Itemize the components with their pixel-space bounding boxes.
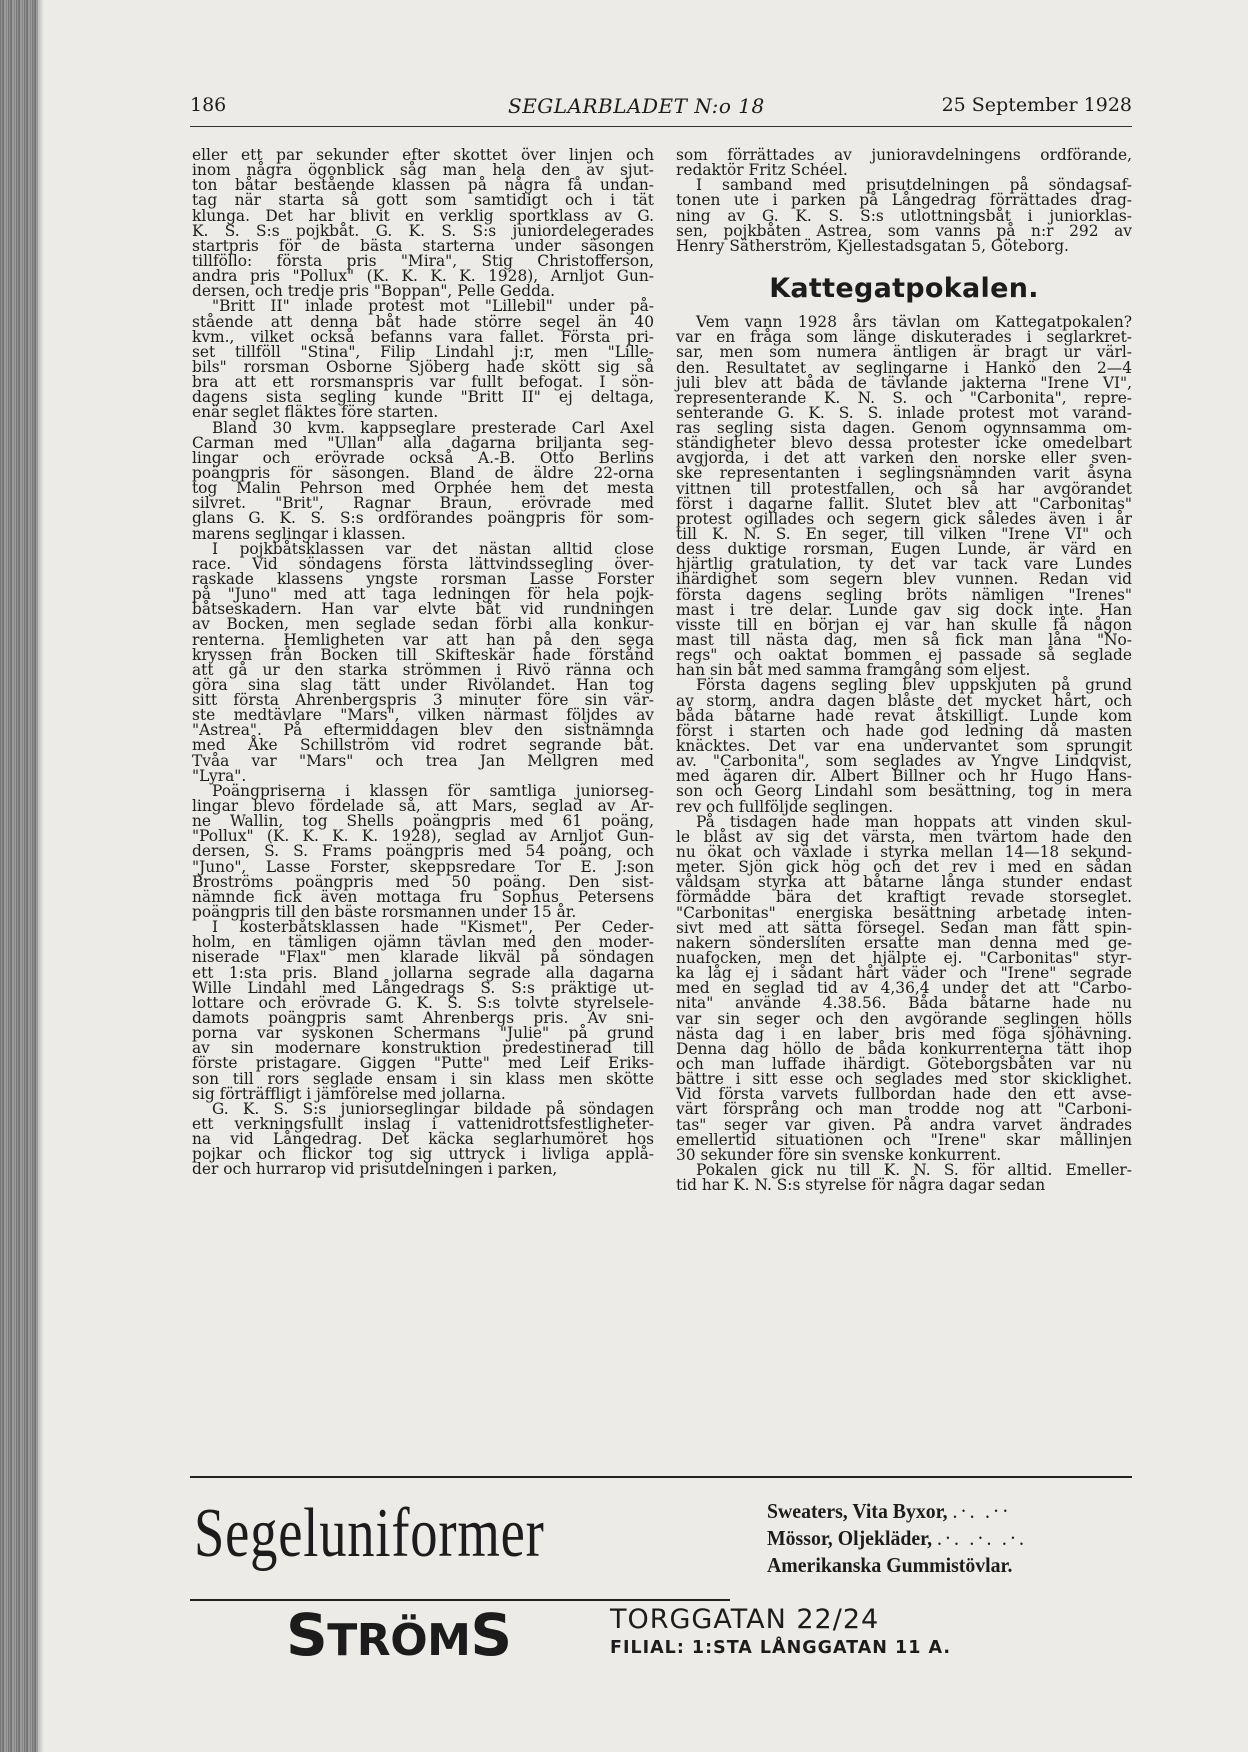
text-line: poängpris för säsongen. Bland de äldre 22-orna — [192, 463, 654, 482]
text-line: av sin modernare konstruktion predestinerad till — [192, 1039, 654, 1058]
text-line: K. S. S:s pojkbåt. G. K. S. S:s juniordelegerades — [192, 221, 654, 240]
text-line: kryssen från Bocken till Skifteskär hade förstånd — [192, 645, 654, 664]
paragraph — [192, 539, 654, 785]
text-line: representerande K. N. S. och "Carbonita", repre- — [676, 388, 1132, 407]
text-line: porna var syskonen Schermans "Julie" på grund — [192, 1024, 654, 1043]
text-line: nakern sönderslíten ersatte man denna med ge- — [676, 933, 1132, 952]
ad-product-list — [767, 1498, 1027, 1579]
text-line: emellertid situationen och "Irene" skar mållinjen — [676, 1130, 1132, 1149]
text-line: sen, pojkbåten Astrea, som vanns på n:r 292 av — [676, 221, 1132, 240]
text-line: våldsam styrka att båtarne långa stunder endast — [676, 873, 1132, 892]
paragraph — [676, 148, 1132, 178]
text-line: den. Resultatet av seglingarne i Hankö den 2—4 — [676, 358, 1132, 377]
text-line: lingar blevo fördelade så, att Mars, seglad av Ar- — [192, 797, 654, 816]
paragraph — [192, 1099, 654, 1179]
text-line: 30 sekunder före sin svenske konkurrent. — [676, 1145, 1002, 1164]
text-line: na vid Långedrag. Det käcka seglarhumöret hos — [192, 1130, 654, 1149]
ornament-dots: .·. .·· — [952, 1499, 1012, 1523]
text-line: inom några ögonblick såg man hela den av sjut- — [192, 161, 654, 180]
text-line: Bland 30 kvm. kappseglare presterade Carl Axel — [212, 418, 654, 437]
text-line: ett 1:sta pris. Bland jollarna segrade alla dagarna — [192, 963, 654, 982]
text-line: göra sina slag tätt under Rivölandet. Han tog — [192, 675, 654, 694]
text-line: av. "Carbonita", som seglades av Yngve Lindqvist, — [676, 752, 1132, 771]
text-line: tog Malin Pehrson med Orphée hem det mesta — [192, 479, 654, 498]
text-line: "Pollux" (K. K. K. K. 1928), seglad av Arnljot Gun- — [192, 827, 654, 846]
text-line: med Åke Schillström vid rodret segrande båt. — [192, 736, 654, 755]
text-line: ste medtävlare "Mars", vilken närmast följdes av — [192, 706, 654, 725]
text-line: eller ett par sekunder efter skottet över linjen och — [192, 146, 654, 164]
store-branch: FILIAL: 1:STA LÅNGGATAN 11 A. — [610, 1638, 951, 1658]
text-line: förste pristagare. Giggen "Putte" med Leif Eriks- — [192, 1054, 654, 1073]
text-line: meter. Sjön gick hög och det rev i med en sådan — [676, 858, 1132, 877]
text-line: av Bocken, men seglade sedan förbi alla konkur- — [192, 615, 654, 634]
text-line: G. K. S. S:s juniorseglingar bildade på söndagen — [212, 1099, 654, 1118]
text-line: förmådde bära det kraftigt revade storseglet. — [676, 888, 1132, 907]
text-line: av storm, andra dagen blåste det mycket hårt, och — [676, 691, 1132, 710]
text-line: pojkar och flickor tog sig uttryck i livliga applå- — [192, 1145, 654, 1164]
text-line: senterande G. K. S. S. inlade protest mot varand- — [676, 403, 1132, 422]
text-line: ett verkningsfullt inslag i vattenidrottsfestligheter- — [192, 1115, 654, 1133]
text-line: han sin båt med samma framgång som eljest. — [676, 661, 1031, 680]
text-line: silvret. "Brit", Ragnar Braun, erövrade med — [192, 494, 654, 513]
text-line: på "Juno" med att taga ledningen för hela pojk- — [192, 585, 654, 604]
text-line: nita" använde 4.38.56. Båda båtarne hade nu — [676, 994, 1132, 1013]
paragraph — [192, 920, 654, 1102]
text-line: Carman med "Ullan" alla dagarna briljanta seg- — [192, 433, 654, 452]
paragraph — [192, 781, 654, 922]
text-line: niserade "Flax" men klarade likväl på söndagen — [192, 948, 654, 967]
text-line: I samband med prisutdelningen på söndagsaf- — [696, 176, 1132, 195]
text-line: "Juno", Lasse Forster, skeppsredare Tor E. J:son — [192, 857, 654, 876]
page-number: 186 — [190, 94, 227, 116]
text-line: var sin seger och den avgörande seglingen hölls — [676, 1009, 1132, 1028]
right-column — [676, 148, 1132, 1193]
text-line: protest ogillades och segern gick således även i år — [676, 509, 1132, 528]
text-line: ras segling sista dagen. Genom ogynnsamma om- — [676, 419, 1132, 438]
text-line: hjärtlig gratulation, ty det var tack vare Lundes — [676, 555, 1132, 574]
text-line: som förrättades av junioravdelningens ordförande, — [676, 146, 1132, 164]
text-line: sitt första Ahrenbergspris 3 minuter före sin vär- — [192, 691, 654, 710]
ad-headline: Segeluniformer — [194, 1495, 545, 1572]
text-line: ihärdighet som segern blev vunnen. Redan vid — [676, 570, 1132, 589]
text-line: mast i tre delar. Lunde gav sig dock inte. Han — [676, 600, 1132, 619]
text-line: nämnde fick även mottaga fru Sophus Petersens — [192, 887, 654, 906]
section-body — [676, 315, 1132, 1193]
text-line: glans G. K. S. S:s ordförandes poängpris för som- — [192, 509, 654, 528]
text-line: son och Georg Lindahl som besättning, tog in mera — [676, 782, 1132, 801]
text-line: ske representanten i seglingsnämnden varit åsyna — [676, 464, 1132, 483]
issue-date: 25 September 1928 — [941, 94, 1132, 116]
text-line: knäcktes. Det var ena undervantet som sprungit — [676, 737, 1132, 756]
text-line: ne Wallin, tog Shells poängpris med 61 poäng, — [192, 812, 654, 831]
text-line: son till rors seglade ensam i sin klass men skötte — [192, 1069, 654, 1088]
text-line: Vem vann 1928 års tävlan om Kattegatpokalen? — [696, 313, 1132, 332]
text-line: Henry Sätherström, Kjellestadsgatan 5, Göteborg. — [676, 236, 1069, 255]
text-line: rev och fullföljde seglingen. — [676, 797, 894, 816]
text-line: ka låg ej i sådant hårt väder och "Irene" segrade — [676, 964, 1132, 983]
text-line: stående att denna båt hade större segel än 40 — [192, 312, 654, 331]
ad-product-item: Sweaters, Vita Byxor, .·. .·· — [767, 1499, 1012, 1523]
text-line: nästa dag i en laber bris med föga sjöhävning. — [676, 1024, 1132, 1043]
store-address-block — [610, 1604, 951, 1660]
text-line: lingar och erövrade också A.-B. Otto Berlins — [192, 448, 654, 467]
text-line: holm, en tämligen ojämn tävlan med den moder- — [192, 933, 654, 952]
text-line: bättre i sitt esse och seglades med stor skicklighet. — [676, 1070, 1132, 1089]
paragraph — [676, 678, 1132, 814]
left-column — [192, 148, 654, 1178]
text-line: sig förträffligt i jämförelse med jollarna. — [192, 1084, 506, 1103]
advertisement-divider — [190, 1599, 730, 1601]
text-line: damots poängpris samt Ahrenbergs pris. Av sni- — [192, 1009, 654, 1028]
text-line: dess duktige rorsman, Eugen Lunde, är värd en — [676, 540, 1132, 559]
text-line: kvm., vilket också befanns vara fallet. Första pri- — [192, 327, 654, 346]
text-line: Wille Lindahl med Långedrags S. S:s präktige ut- — [192, 978, 654, 997]
page-header — [190, 86, 1132, 120]
text-line: På tisdagen hade man hoppats att vinden skul- — [696, 812, 1132, 831]
section-heading: Kattegatpokalen. — [769, 272, 1039, 304]
text-line: dagens sista segling kunde "Britt II" ej deltaga, — [192, 388, 654, 407]
text-line: enär seglet fläktes före starten. — [192, 403, 439, 422]
text-line: dersen, och tredje pris "Boppan", Pelle Gedda. — [192, 282, 556, 301]
text-line: regs" och oaktat bommen ej passade så seglade — [676, 646, 1132, 665]
paragraph — [192, 148, 654, 299]
text-line: raskade klassens yngste rorsman Lasse Forster — [192, 569, 654, 588]
text-line: att gå ur den starka strömmen i Rivö ränna och — [192, 660, 654, 679]
paragraph — [676, 1160, 1132, 1195]
text-line: med en seglad tid av 4,36,4 under det att "Carbo- — [676, 979, 1132, 998]
store-address: TORGGATAN 22/24 — [610, 1604, 880, 1635]
text-line: lottare och erövrade G. K. S. S:s tolvte styrelsele- — [192, 993, 654, 1012]
text-line: redaktör Fritz Schéel. — [676, 161, 848, 180]
text-line: tas" seger var given. På andra varvet ändrades — [676, 1115, 1132, 1134]
text-line: Poängpriserna i klassen för samtliga juniorseg- — [212, 781, 654, 800]
paragraph — [676, 812, 1132, 1164]
text-line: I kosterbåtsklassen hade "Kismet", Per Ceder- — [212, 918, 654, 937]
text-line: Vid första varvets fullbordan hade den ett avse- — [676, 1085, 1132, 1104]
text-line: Broströms poängpris med 50 poäng. Den sist- — [192, 872, 654, 891]
text-line: ton båtar bestående klassen på några få undan- — [192, 176, 654, 195]
header-rule — [190, 126, 1132, 127]
text-line: med ägaren dir. Albert Billner och hr Hugo Hans- — [676, 767, 1132, 786]
text-line: "Britt II" inlade protest mot "Lillebil" under på- — [212, 297, 654, 316]
text-line: klunga. Det har blivit en verklig sportklass av G. — [192, 206, 654, 225]
text-line: "Lyra". — [192, 766, 247, 785]
text-line: renterna. Hemligheten var att han på den sega — [192, 630, 654, 649]
book-binding-edge — [0, 0, 38, 1752]
text-line: tid har K. N. S:s styrelse för några dagar sedan — [676, 1176, 1046, 1195]
text-line: Pokalen gick nu till K. N. S. för alltid. Emeller- — [696, 1160, 1132, 1179]
text-line: mast till nästa dag, men så fick man låna "No- — [676, 631, 1132, 650]
ad-product-item: Amerikanska Gummistövlar. — [767, 1553, 1013, 1577]
text-line: marens seglingar i klassen. — [192, 524, 406, 543]
magazine-page — [190, 86, 1132, 1669]
text-line: båda båtarne hade revat åtskilligt. Lunde kom — [676, 706, 1132, 725]
text-line: race. Vid söndagens första lättvindssegling över- — [192, 554, 654, 573]
text-line: "Carbonitas" energiska besättning arbetade inten- — [676, 903, 1132, 922]
paragraph — [676, 315, 1132, 678]
text-line: första dagens segling bröts nämligen "Irenes" — [676, 585, 1132, 604]
store-name: STRÖMS — [286, 1601, 512, 1669]
text-line: var en fråga som länge diskuterades i seglarkret- — [676, 328, 1132, 347]
text-line: "Astrea". På eftermiddagen blev den sistnämnda — [192, 721, 654, 740]
text-line: tag när starta så gott som samtidigt och i tät — [192, 191, 654, 210]
paragraph — [192, 418, 654, 543]
text-line: bra att ett rorsmanspris var fullt befogat. I sön- — [192, 373, 654, 392]
text-line: tonen ute i parken på Långedrag förrättades drag- — [676, 191, 1132, 210]
text-line: och man luffade ihärdigt. Göteborgsbåten var nu — [676, 1054, 1132, 1073]
text-line: värt försprång och man trodde nog att "Carboni- — [676, 1100, 1132, 1119]
text-line: Denna dag höllo de båda konkurrenterna tätt ihop — [676, 1039, 1132, 1058]
text-line: ning av G. K. S. S:s utlottningsbåt i juniorklas- — [676, 206, 1132, 225]
advertisement-top-rule — [190, 1476, 1132, 1478]
text-line: avgjorda, i det att varken den norske eller sven- — [676, 449, 1132, 468]
text-line: dersen, S. S. Frams poängpris med 54 poäng, och — [192, 842, 654, 861]
text-line: poängpris till den bäste rorsmannen under 15 år. — [192, 903, 577, 922]
text-line: I pojkbåtsklassen var det nästan alltid close — [212, 539, 654, 558]
text-line: tillföllo: första pris "Mira", Stig Christofferson, — [192, 251, 654, 270]
text-line: bils" rorsman Osborne Sjöberg hade skött sig så — [192, 357, 654, 376]
text-line: båtseskadern. Han var elvte båt vid rundningen — [192, 600, 654, 619]
text-line: sar, men som numera äntligen är bragt ur värl- — [676, 343, 1132, 362]
text-line: sivt med att sätta försegel. Sedan man fått spin- — [676, 918, 1132, 937]
text-line: le blåst av sig det värsta, men tvärtom hade den — [676, 827, 1132, 846]
text-line: visste till en början ej var han skulle få någon — [676, 615, 1132, 634]
text-line: ständigheter blevo dessa protester icke omedelbart — [676, 434, 1132, 453]
text-line: vittnen till protestfallen, och så har avgörandet — [676, 479, 1132, 498]
ornament-dots: .·. .·. .·. — [936, 1526, 1027, 1550]
text-line: först i starten och hade god ledning då masten — [676, 721, 1132, 740]
text-line: startpris för de bästa starterna under säsongen — [192, 236, 654, 255]
text-line: set tillföll "Stina", Filip Lindahl j:r, men "Lille- — [192, 342, 654, 361]
right-intro-text — [676, 148, 1132, 254]
text-line: nuafocken, men det hjälpte ej. "Carbonitas" styr- — [676, 948, 1132, 967]
text-line: der och hurrarop vid prisutdelningen i parken, — [192, 1160, 558, 1179]
paragraph — [676, 178, 1132, 254]
text-line: nu ökat och växlade i styrka mellan 14—18 sekund- — [676, 843, 1132, 861]
text-line: Första dagens segling blev uppskjuten på grund — [696, 676, 1132, 695]
publication-title: SEGLARBLADET N:o 18 — [508, 94, 765, 118]
text-line: Tvåa var "Mars" och trea Jan Mellgren med — [192, 751, 654, 770]
ad-product-item: Mössor, Oljekläder, .·. .·. .·. — [767, 1526, 1027, 1550]
paragraph — [192, 299, 654, 420]
text-line: andra pris "Pollux" (K. K. K. K. 1928), Arnljot Gun- — [192, 267, 654, 286]
text-line: till K. N. S. En seger, till vilken "Irene VI" och — [676, 525, 1132, 544]
text-line: juli blev att båda de tävlande jakterna "Irene VI", — [676, 373, 1132, 392]
text-line: först i dagarne fallit. Slutet blev att "Carbonitas" — [676, 494, 1132, 513]
